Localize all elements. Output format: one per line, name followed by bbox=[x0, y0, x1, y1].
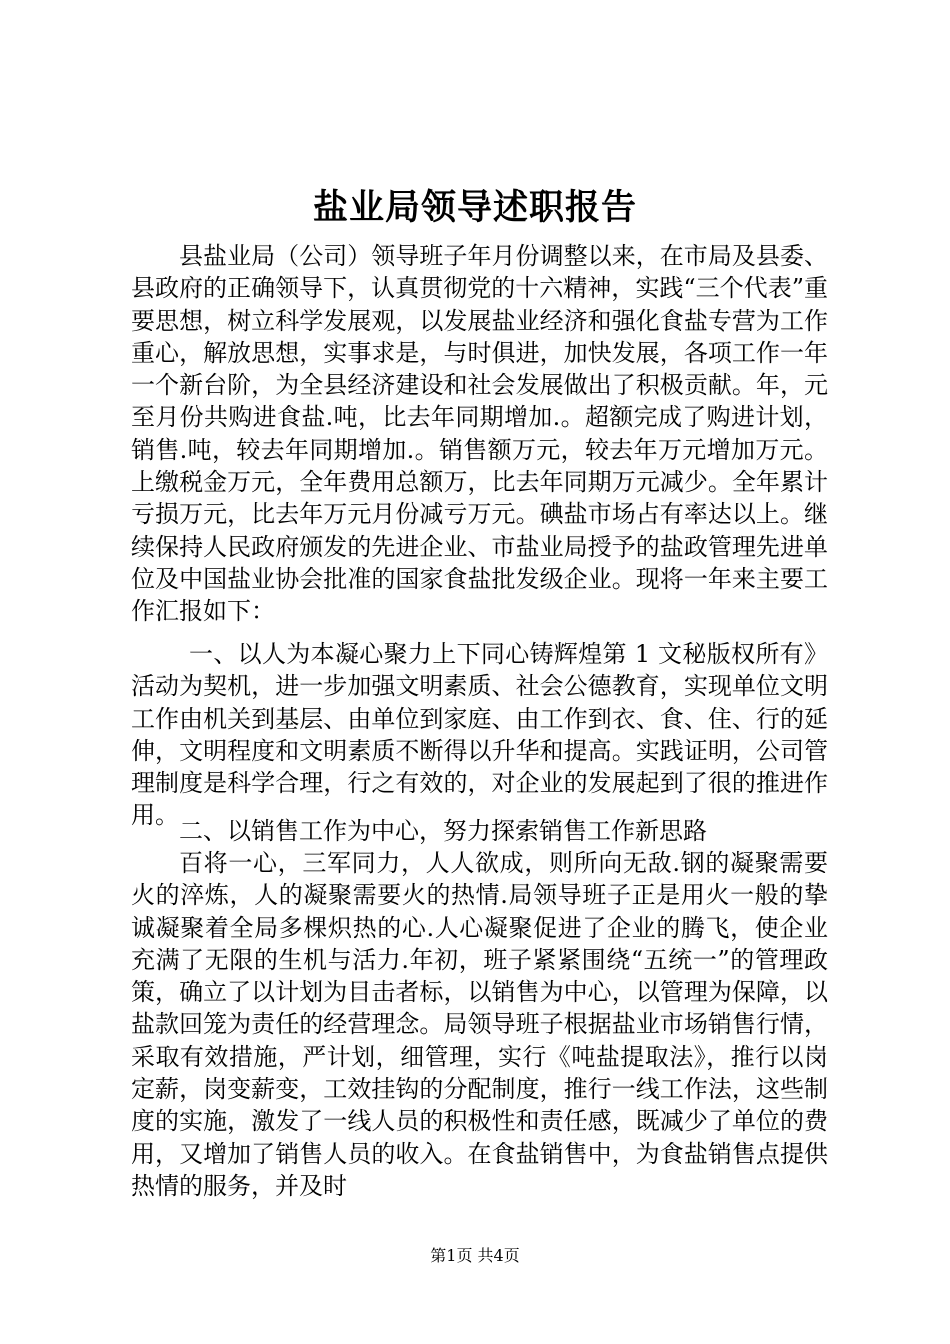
section-two-heading: 二、以销售工作为中心，努力探索销售工作新思路 bbox=[179, 817, 707, 845]
paragraph-section-one: 一、以人为本凝心聚力上下同心铸辉煌第 1 文秘版权所有》活动为契机，进一步加强文明素质、社会公德教育，实现单位文明工作由机关到基层、由单位到家庭、由工作到衣、食、住、行的延伸，文明程度和文明素质不断得以升华和提高。实践证明，公司管理制度是科学合理，行之有效的，对企业的发展起到了很的推进作用。 bbox=[131, 640, 828, 830]
paragraph-intro: 县盐业局（公司）领导班子年月份调整以来，在市局及县委、县政府的正确领导下，认真贯彻党的十六精神，实践“三个代表”重要思想，树立科学发展观，以发展盐业经济和强化食盐专营为工作重心，解放思想，实事求是，与时俱进，加快发展，各项工作一年一个新台阶，为全县经济建设和社会发展做出了积极贡献。年，元至月份共购进食盐.吨，比去年同期增加.。超额完成了购进计划，销售.吨，较去年同期增加.。销售额万元，较去年万元增加万元。上缴税金万元，全年费用总额万，比去年同期万元减少。全年累计亏损万元，比去年万元月份减亏万元。碘盐市场占有率达以上。继续保持人民政府颁发的先进企业、市盐业局授予的盐政管理先进单位及中国盐业协会批准的国家食盐批发级企业。现将一年来主要工作汇报如下： bbox=[131, 242, 828, 626]
page-footer: 第1页 共4页 bbox=[430, 1246, 520, 1265]
paragraph-section-two: 百将一心，三军同力，人人欲成，则所向无敌.钢的凝聚需要火的淬炼，人的凝聚需要火的热情.局领导班子正是用火一般的挚诚凝聚着全局多棵炽热的心.人心凝聚促进了企业的腾飞，使企业充满了无限的生机与活力.年初，班子紧紧围绕“五统一”的管理政策，确立了以计划为目击者标，以销售为中心，以管理为保障，以盐款回笼为责任的经营理念。局领导班子根据盐业市场销售行情，采取有效措施，严计划，细管理，实行《吨盐提取法》，推行以岗定薪，岗变薪变，工效挂钩的分配制度，推行一线工作法，这些制度的实施，激发了一线人员的积极性和责任感，既减少了单位的费用，又增加了销售人员的收入。在食盐销售中，为食盐销售点提供热情的服务，并及时 bbox=[131, 849, 828, 1200]
document-title: 盐业局领导述职报告 bbox=[312, 187, 637, 228]
